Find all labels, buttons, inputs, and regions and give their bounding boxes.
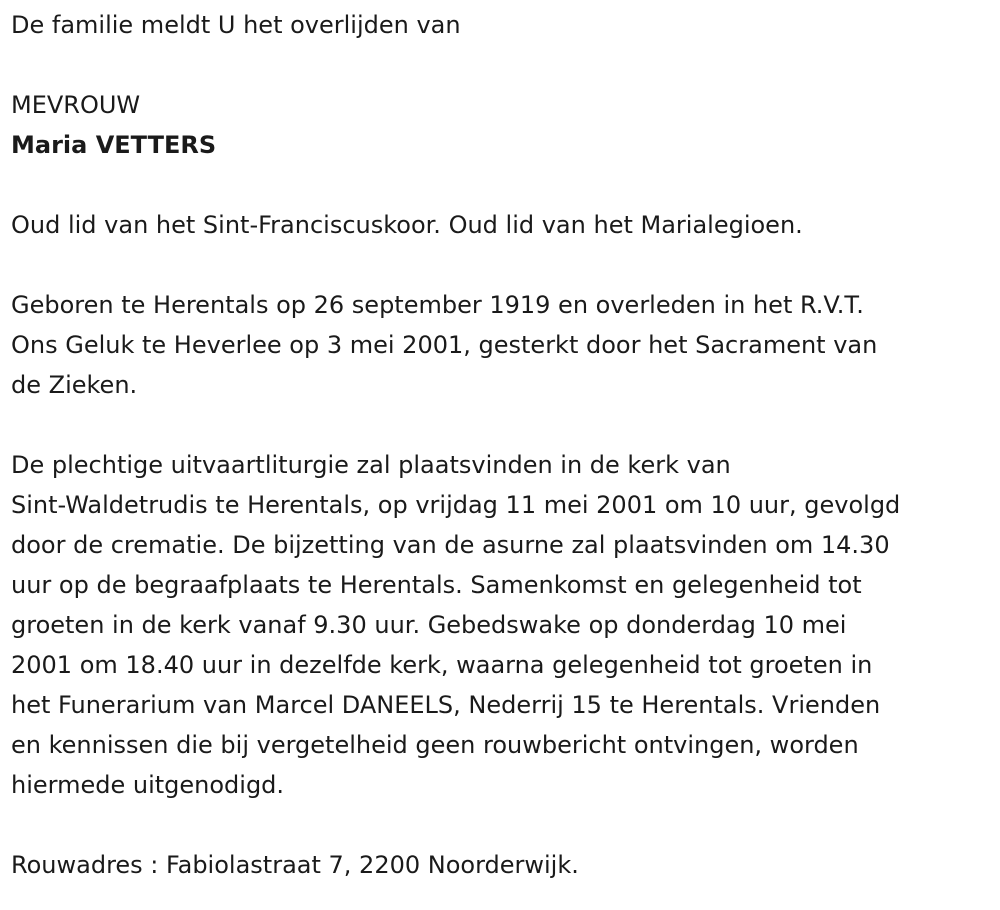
birth-death-paragraph — [11, 285, 986, 405]
paragraph-line: uur op de begraafplaats te Herentals. Samenkomst en gelegenheid tot — [11, 571, 862, 599]
paragraph-line: het Funerarium van Marcel DANEELS, Nederrij 15 te Herentals. Vrienden — [11, 691, 881, 719]
death-notice — [11, 0, 986, 885]
paragraph-line: Sint-Waldetrudis te Herentals, op vrijdag 11 mei 2001 om 10 uur, gevolgd — [11, 491, 901, 519]
spacer — [11, 405, 986, 445]
address-line: Rouwadres : Fabiolastraat 7, 2200 Noorderwijk. — [11, 851, 579, 879]
spacer — [11, 245, 986, 285]
paragraph-line: door de crematie. De bijzetting van de asurne zal plaatsvinden om 14.30 — [11, 531, 890, 559]
paragraph-line: De plechtige uitvaartliturgie zal plaatsvinden in de kerk van — [11, 451, 731, 479]
paragraph-line: Geboren te Herentals op 26 september 1919 en overleden in het R.V.T. — [11, 291, 864, 319]
deceased-name: Maria VETTERS — [11, 131, 217, 159]
deceased-title: MEVROUW — [11, 91, 141, 119]
paragraph-line: en kennissen die bij vergetelheid geen rouwbericht ontvingen, worden — [11, 731, 859, 759]
spacer — [11, 45, 986, 85]
intro-line: De familie meldt U het overlijden van — [11, 11, 461, 39]
membership-line: Oud lid van het Sint-Franciscuskoor. Oud lid van het Marialegioen. — [11, 211, 803, 239]
paragraph-line: groeten in de kerk vanaf 9.30 uur. Gebedswake op donderdag 10 mei — [11, 611, 847, 639]
paragraph-line: hiermede uitgenodigd. — [11, 771, 285, 799]
spacer — [11, 165, 986, 205]
paragraph-line: de Zieken. — [11, 371, 138, 399]
paragraph-line: Ons Geluk te Heverlee op 3 mei 2001, gesterkt door het Sacrament van — [11, 331, 878, 359]
spacer — [11, 805, 986, 845]
ceremony-paragraph — [11, 445, 986, 805]
paragraph-line: 2001 om 18.40 uur in dezelfde kerk, waarna gelegenheid tot groeten in — [11, 651, 873, 679]
